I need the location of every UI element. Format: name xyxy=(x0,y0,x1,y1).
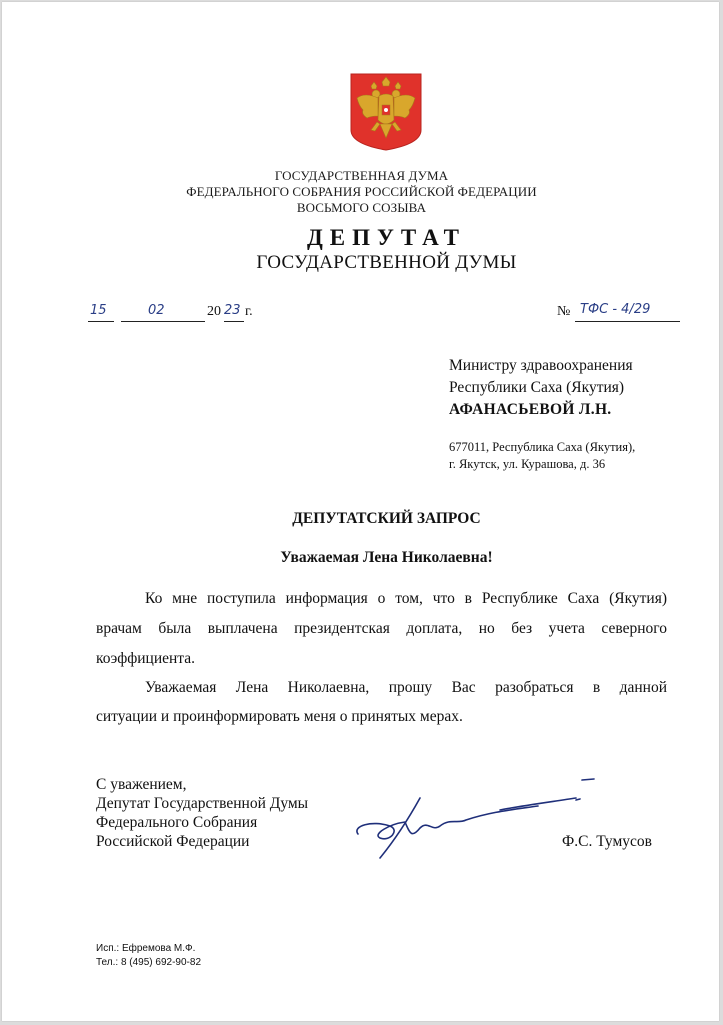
footer-phone: Тел.: 8 (495) 692-90-82 xyxy=(96,957,201,968)
footer-executor: Исп.: Ефремова М.Ф. xyxy=(96,943,196,954)
coat-of-arms-emblem xyxy=(349,72,423,152)
closing-title-line3: Российской Федерации xyxy=(96,833,250,850)
body-paragraph2-line1: Уважаемая Лена Николаевна, прошу Вас разобраться в данной xyxy=(145,679,667,696)
header-state-duma: ГОСУДАРСТВЕННОЙ ДУМЫ xyxy=(256,252,517,273)
doc-number-sign: № xyxy=(557,304,571,319)
doc-number-underline xyxy=(575,321,680,322)
header-line-convocation: ВОСЬМОГО СОЗЫВА xyxy=(296,200,427,215)
addressee-address-line2: г. Якутск, ул. Курашова, д. 36 xyxy=(449,457,606,471)
date-month-underline xyxy=(121,321,205,322)
addressee-address-line1: 677011, Республика Саха (Якутия), xyxy=(449,440,636,454)
header-line-assembly: ФЕДЕРАЛЬНОГО СОБРАНИЯ РОССИЙСКОЙ ФЕДЕРАЦИИ xyxy=(186,184,537,199)
body-paragraph1-line2: врачам была выплачена президентская доплата, но без учета северного xyxy=(96,620,667,637)
date-month: 02 xyxy=(148,303,165,318)
closing-regards: С уважением, xyxy=(96,776,187,793)
closing-title-line1: Депутат Государственной Думы xyxy=(96,795,309,812)
date-year-unit: г. xyxy=(245,304,253,319)
body-paragraph1-line3: коэффициента. xyxy=(96,650,196,667)
header-deputy: ДЕПУТАТ xyxy=(306,225,467,250)
doc-number: ТФС - 4/29 xyxy=(580,302,651,317)
date-year-underline xyxy=(224,321,244,322)
body-paragraph1-line1: Ко мне поступила информация о том, что в Республике Саха (Якутия) xyxy=(145,590,667,607)
signer-name: Ф.С. Тумусов xyxy=(562,833,652,850)
addressee-position: Министру здравоохранения xyxy=(449,357,633,374)
addressee-name: АФАНАСЬЕВОЙ Л.Н. xyxy=(449,401,612,418)
letter-greeting: Уважаемая Лена Николаевна! xyxy=(280,549,493,566)
addressee-region: Республики Саха (Якутия) xyxy=(449,379,625,396)
body-paragraph2-line2: ситуации и проинформировать меня о принятых мерах. xyxy=(96,708,463,725)
date-year-prefix: 20 xyxy=(207,304,221,319)
date-day-underline xyxy=(88,321,114,322)
header-line-duma: ГОСУДАРСТВЕННАЯ ДУМА xyxy=(274,168,449,183)
handwritten-signature xyxy=(350,776,610,866)
date-day: 15 xyxy=(90,303,107,318)
closing-title-line2: Федерального Собрания xyxy=(96,814,258,831)
date-year-suffix: 23 xyxy=(224,303,241,318)
letter-title: ДЕПУТАТСКИЙ ЗАПРОС xyxy=(292,510,481,527)
